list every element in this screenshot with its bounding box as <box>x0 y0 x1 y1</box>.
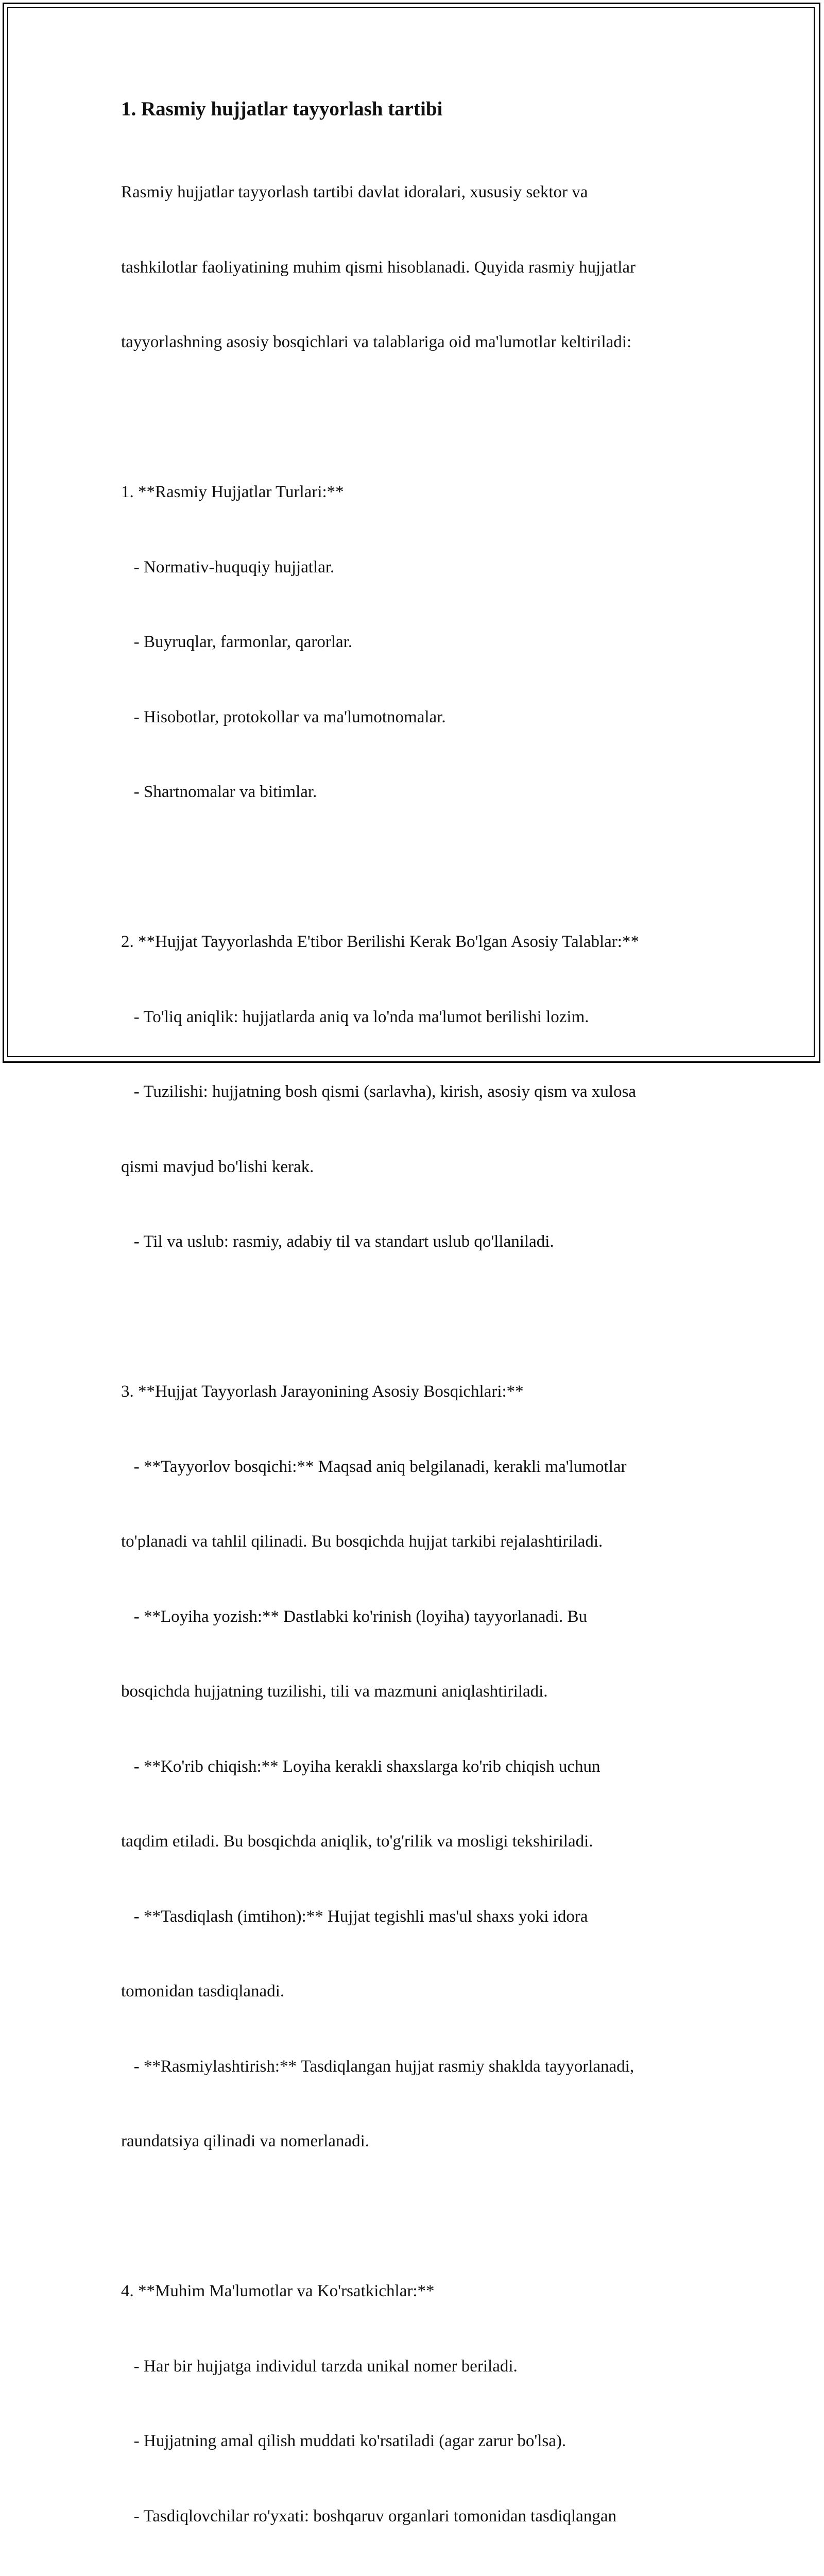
list-item: - Shartnomalar va bitimlar. <box>121 783 317 801</box>
section-heading: 1. **Rasmiy Hujjatlar Turlari:** <box>121 483 344 501</box>
section-heading: 2. **Hujjat Tayyorlashda E'tibor Berilishi Kerak Bo'lgan Asosiy Talablar:** <box>121 933 639 951</box>
document-body <box>121 95 708 2576</box>
document-title: 1. Rasmiy hujjatlar tayyorlash tartibi <box>121 98 443 120</box>
list-item: - **Rasmiylashtirish:** Tasdiqlangan hujjat rasmiy shaklda tayyorlanadi, <box>121 2057 634 2076</box>
list-item-continuation: bosqichda hujjatning tuzilishi, tili va mazmuni aniqlashtiriladi. <box>121 1682 548 1701</box>
list-item-continuation: to'planadi va tahlil qilinadi. Bu bosqichda hujjat tarkibi rejalashtiriladi. <box>121 1532 603 1551</box>
spacer <box>121 2204 708 2229</box>
spacer <box>121 855 708 880</box>
intro-line: Rasmiy hujjatlar tayyorlash tartibi davlat idoralari, xususiy sektor va <box>121 183 588 201</box>
list-item: - Hisobotlar, protokollar va ma'lumotnomalar. <box>121 707 446 726</box>
list-item: - Normativ-huquqiy hujjatlar. <box>121 557 335 577</box>
spacer <box>121 405 708 430</box>
list-item: - **Ko'rib chiqish:** Loyiha kerakli shaxslarga ko'rib chiqish uchun <box>121 1757 600 1776</box>
list-item: - Buyruqlar, farmonlar, qarorlar. <box>121 633 353 651</box>
list-item: - Har bir hujjatga individul tarzda unikal nomer beriladi. <box>121 2357 518 2376</box>
section-heading: 4. **Muhim Ma'lumotlar va Ko'rsatkichlar:** <box>121 2282 435 2300</box>
list-item: - Tuzilishi: hujjatning bosh qismi (sarlavha), kirish, asosiy qism va xulosa <box>121 1082 637 1101</box>
section-requirements <box>121 879 708 1304</box>
list-item: - Tasdiqlovchilar ro'yxati: boshqaruv organlari tomonidan tasdiqlangan <box>121 2506 616 2526</box>
list-item-continuation: qismi mavjud bo'lishi kerak. <box>121 1157 314 1176</box>
list-item: - To'liq aniqlik: hujjatlarda aniq va lo'nda ma'lumot berilishi lozim. <box>121 1007 589 1026</box>
list-item: - **Loyiha yozish:** Dastlabki ko'rinish (loyiha) tayyorlanadi. Bu <box>121 1607 588 1626</box>
list-item-continuation: raundatsiya qilinadi va nomerlanadi. <box>121 2132 370 2150</box>
list-item: - Hujjatning amal qilish muddati ko'rsatiladi (agar zarur bo'lsa). <box>121 2432 566 2450</box>
section-stages <box>121 1329 708 2204</box>
spacer <box>121 1304 708 1330</box>
intro-line: tashkilotlar faoliyatining muhim qismi hisoblanadi. Quyida rasmiy hujjatlar <box>121 258 636 277</box>
list-item-continuation: tomonidan tasdiqlanadi. <box>121 1982 285 2001</box>
list-item: - Til va uslub: rasmiy, adabiy til va standart uslub qo'llaniladi. <box>121 1232 554 1251</box>
list-item-continuation: taqdim etiladi. Bu bosqichda aniqlik, to'g'rilik va mosligi tekshiriladi. <box>121 1832 593 1851</box>
list-item: - **Tasdiqlash (imtihon):** Hujjat tegishli mas'ul shaxs yoki idora <box>121 1907 588 1926</box>
intro-line: tayyorlashning asosiy bosqichlari va talablariga oid ma'lumotlar keltiriladi: <box>121 333 632 351</box>
intro-paragraph <box>121 130 708 405</box>
list-item: - **Tayyorlov bosqichi:** Maqsad aniq belgilanadi, kerakli ma'lumotlar <box>121 1457 627 1476</box>
section-document-types <box>121 430 708 855</box>
section-key-info <box>121 2229 708 2576</box>
section-heading: 3. **Hujjat Tayyorlash Jarayonining Asosiy Bosqichlari:** <box>121 1382 524 1401</box>
